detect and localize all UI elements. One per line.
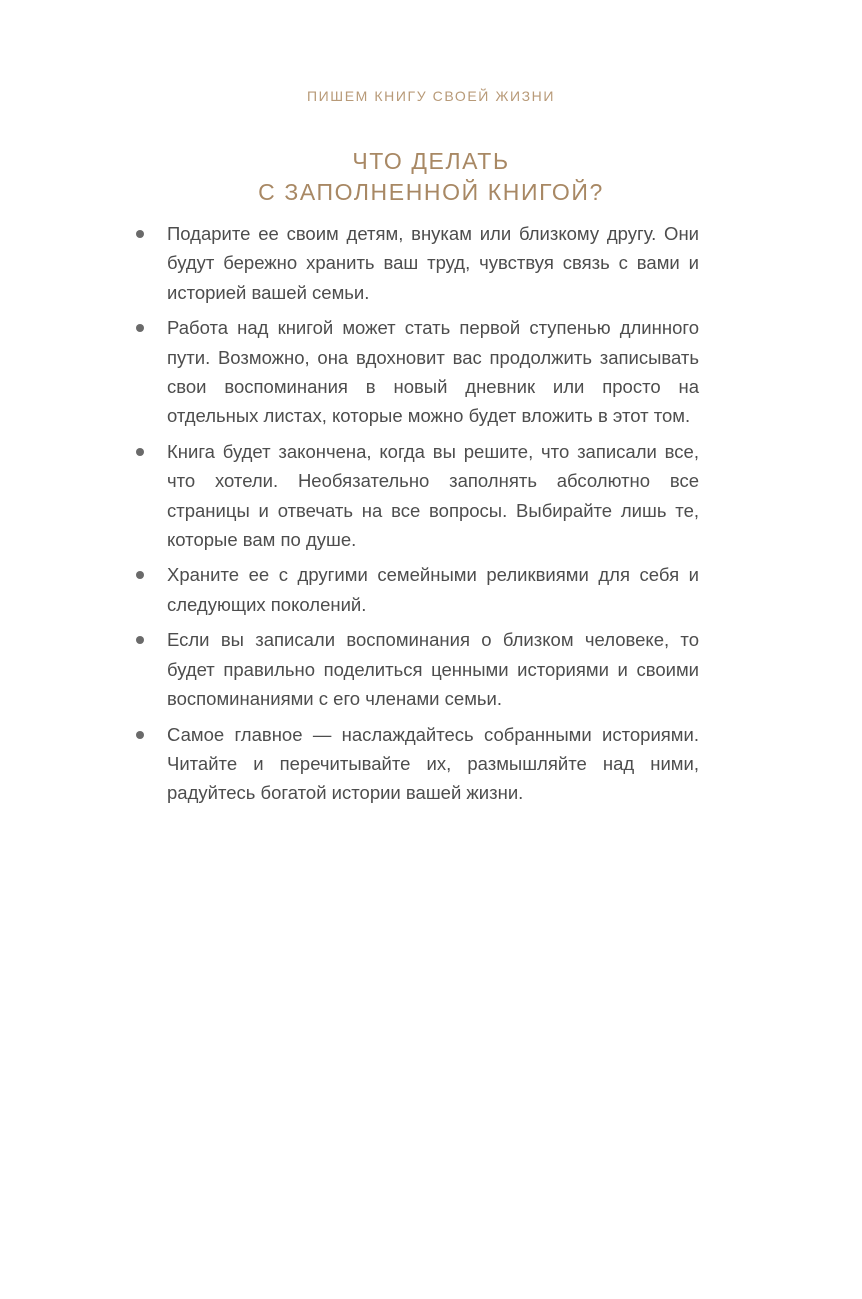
list-item-text: Если вы записали воспоминания о близком человеке, то будет правильно поделиться ценными историями и своими воспоминаниями с его членами семьи. xyxy=(167,629,699,710)
list-item xyxy=(133,437,699,555)
list-item-text: Храните ее с другими семейными реликвиями для себя и следующих поколений. xyxy=(167,564,699,615)
list-item-text: Самое главное — наслаждайтесь собранными историями. Читайте и перечитывайте их, размышляйте над ними, радуйтесь богатой истории вашей жизни. xyxy=(167,723,699,804)
advice-list xyxy=(133,219,699,814)
bullet-icon xyxy=(136,324,144,332)
section-title-line-2: С ЗАПОЛНЕННОЙ КНИГОЙ? xyxy=(258,179,604,205)
list-item xyxy=(133,219,699,307)
list-item-text: Книга будет закончена, когда вы решите, что записали все, что хотели. Необязательно заполнять абсолютно все страницы и отвечать на все вопросы. Выбирайте лишь те, которые вам по душе. xyxy=(167,440,699,551)
list-item xyxy=(133,720,699,808)
running-header: ПИШЕМ КНИГУ СВОЕЙ ЖИЗНИ xyxy=(306,88,556,104)
list-item-text: Работа над книгой может стать первой ступенью длинного пути. Возможно, она вдохновит вас продолжить записывать свои воспоминания в новый дневник или просто на отдельных листах, которые можно будет вложить в этот том. xyxy=(167,317,699,427)
bullet-icon xyxy=(136,636,144,644)
list-item-text: Подарите ее своим детям, внукам или близкому другу. Они будут бережно хранить ваш труд, чувствуя связь с вами и историей вашей семьи. xyxy=(167,223,699,303)
bullet-icon xyxy=(136,230,144,238)
bullet-icon xyxy=(136,448,144,456)
section-title xyxy=(0,146,862,208)
bullet-icon xyxy=(136,571,144,579)
section-title-line-1: ЧТО ДЕЛАТЬ xyxy=(352,148,510,174)
list-item xyxy=(133,560,699,619)
bullet-icon xyxy=(136,731,144,739)
list-item xyxy=(133,313,699,431)
list-item xyxy=(133,625,699,713)
